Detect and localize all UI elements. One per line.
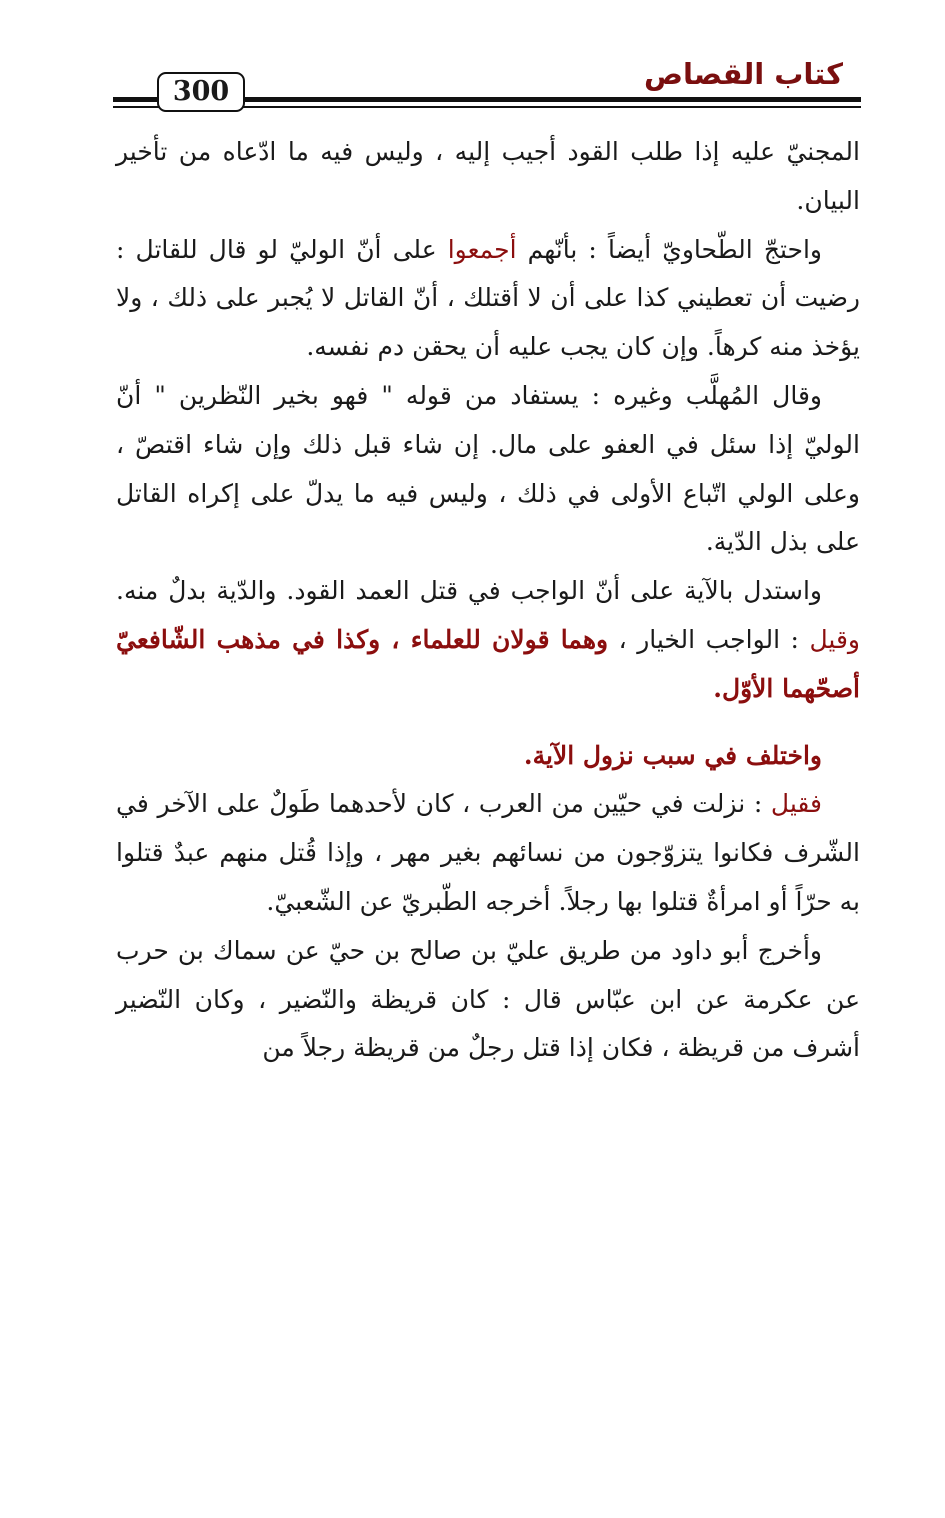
highlighted-statement: وهما قولان للعلماء ، وكذا في مذهب الشّافعيّ أصحّهما الأوّل. [116,624,860,703]
section-heading: واختلف في سبب نزول الآية. [523,740,822,770]
page-number: 300 [157,72,245,112]
paragraph-5 [116,732,860,781]
paragraph-7 [116,927,860,1073]
highlighted-term: أجمعوا [447,234,517,264]
paragraph-3 [116,372,860,567]
text-segment: واحتجّ الطّحاويّ أيضاً : بأنّهم [516,234,822,264]
text-segment: وأخرج أبو داود من طريق عليّ بن صالح بن حيّ عن سماك بن حرب عن عكرمة عن ابن عبّاس قال : كان قريظة والنّضير ، وكان النّضير أشرف من قريظة ، فكان إذا قتل رجلٌ من قريظة رجلاً من [116,935,860,1063]
text-segment: وقال المُهلَّب وغيره : يستفاد من قوله " فهو بخير النّظرين " أنّ الوليّ إذا سئل في العفو على مال. إن شاء قبل ذلك وإن شاء اقتصّ ، وعلى الولي اتّباع الأولى في ذلك ، وليس فيه ما يدلّ على إكراه القاتل على بذل الدّية. [116,380,860,557]
book-title: كتاب القصاص [643,57,843,91]
highlighted-term: وقيل [809,624,860,654]
paragraph-4 [116,567,860,713]
paragraph-6 [116,780,860,926]
page-header [113,55,861,115]
text-segment: المجنيّ عليه إذا طلب القود أجيب إليه ، وليس فيه ما ادّعاه من تأخير البيان. [116,137,860,215]
paragraph-1 [116,128,860,226]
text-segment: : الواجب الخيار ، [608,624,810,654]
highlighted-term: فقيل [770,789,822,819]
text-segment: على أنّ الوليّ لو قال للقاتل : رضيت أن تعطيني كذا على أن لا أقتلك ، أنّ القاتل لا يُجبر على ذلك ، ولا يؤخذ منه كرهاً. وإن كان يجب عليه أن يحقن دم نفسه. [116,234,860,362]
text-segment: : نزلت في حيّين من العرب ، كان لأحدهما طَولٌ على الآخر في الشّرف فكانوا يتزوّجون من نسائهم بغير مهر ، وإذا قُتل منهم عبدٌ قتلوا به حرّاً أو امرأةٌ قتلوا بها رجلاً. أخرجه الطّبريّ عن الشّعبيّ. [116,789,860,916]
paragraph-2 [116,226,860,372]
page-body [116,128,860,1073]
text-segment: واستدل بالآية على أنّ الواجب في قتل العمد القود. والدّية بدلٌ منه. [116,576,822,606]
